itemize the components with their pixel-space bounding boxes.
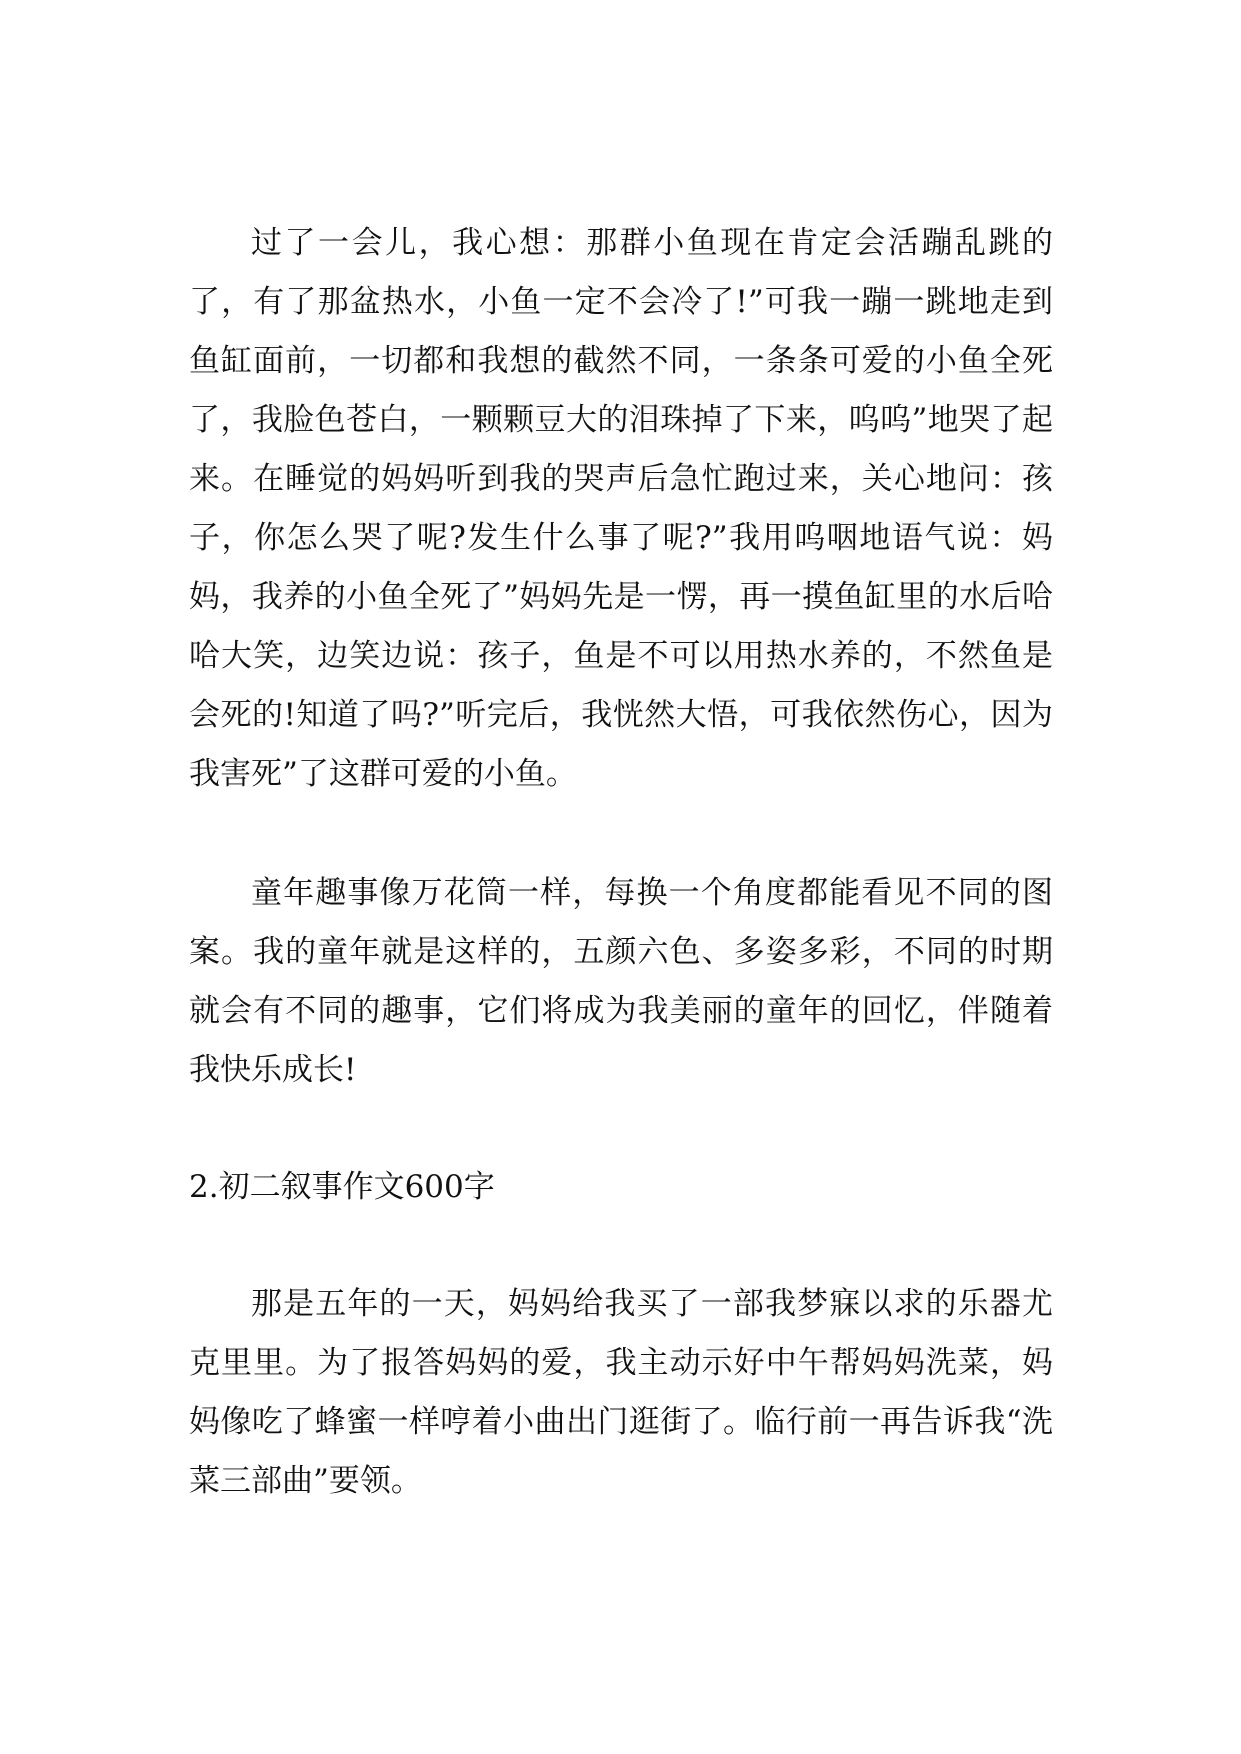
section-heading: 2.初二叙事作文600字 (189, 1169, 495, 1205)
paragraph-spacer (189, 1217, 1053, 1275)
paragraph-fish-story: 过了一会儿，我心想：那群小鱼现在肯定会活蹦乱跳的了，有了那盆热水，小鱼一定不会冷了!”可我一蹦一跳地走到鱼缸面前，一切都和我想的截然不同，一条条可爱的小鱼全死了，我脸色苍白，一颗颗豆大的泪珠掉了下来，呜呜”地哭了起来。在睡觉的妈妈听到我的哭声后急忙跑过来，关心地问：孩子，你怎么哭了呢?发生什么事了呢?”我用呜咽地语气说：妈妈，我养的小鱼全死了”妈妈先是一愣，再一摸鱼缸里的水后哈哈大笑，边笑边说：孩子，鱼是不可以用热水养的，不然鱼是会死的!知道了吗?”听完后，我恍然大悟，可我依然伤心，因为我害死”了这群可爱的小鱼。 (189, 225, 1053, 792)
paragraph-ukulele-story: 那是五年的一天，妈妈给我买了一部我梦寐以求的乐器尤克里里。为了报答妈妈的爱，我主动示好中午帮妈妈洗菜，妈妈像吃了蜂蜜一样哼着小曲出门逛街了。临行前一再告诉我“洗菜三部曲”要领。 (189, 1286, 1053, 1499)
paragraph-spacer (189, 1100, 1053, 1158)
paragraph-spacer (189, 804, 1053, 864)
paragraph-childhood-conclusion: 童年趣事像万花筒一样，每换一个角度都能看见不同的图案。我的童年就是这样的，五颜六色、多姿多彩，不同的时期就会有不同的趣事，它们将成为我美丽的童年的回忆，伴随着我快乐成长! (189, 875, 1053, 1088)
document-body (189, 214, 1053, 1511)
